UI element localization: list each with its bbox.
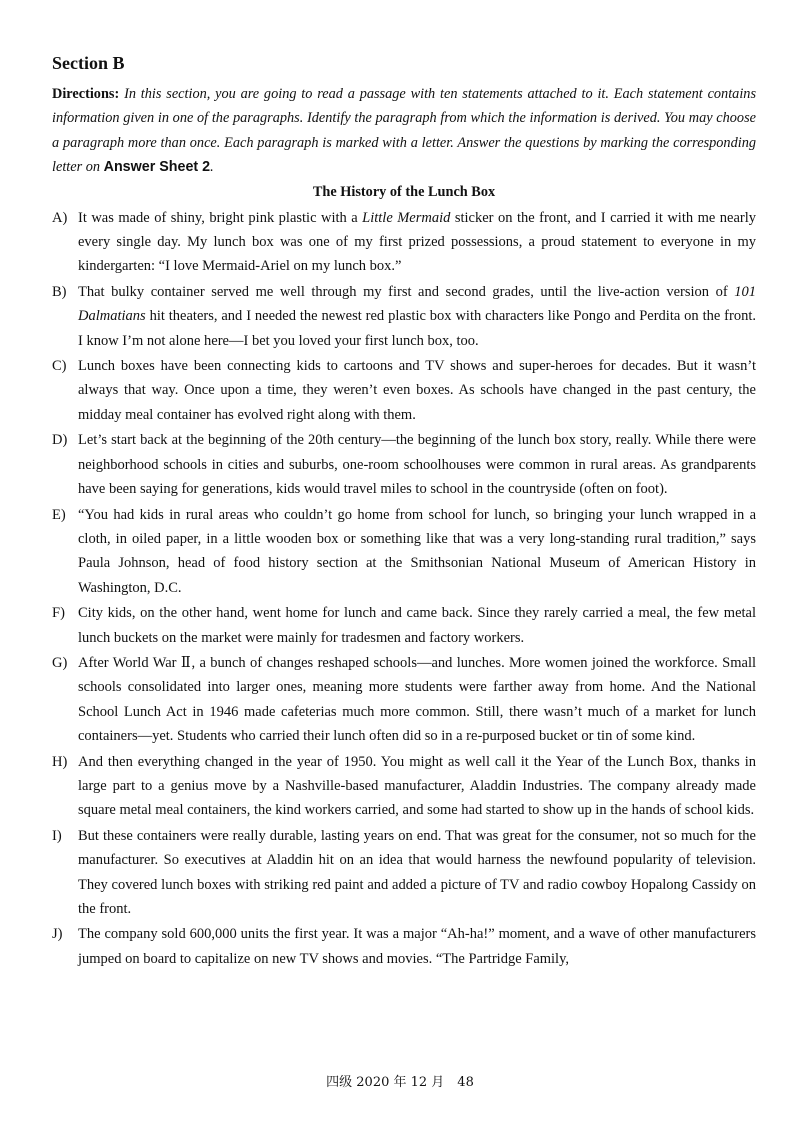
directions xyxy=(52,82,756,180)
directions-lead: Directions: xyxy=(52,86,120,102)
paragraph-letter: F) xyxy=(52,605,65,622)
paragraph-c xyxy=(52,354,756,427)
paragraph-text-cont: hit theaters, and I needed the newest red plastic box with characters like Pongo and Perdita on the front. I know I’m not alone here—I bet you loved your first lunch box, too. xyxy=(78,308,756,349)
answer-sheet-label: Answer Sheet 2 xyxy=(103,159,211,176)
paragraph-i xyxy=(52,824,756,922)
paragraph-h xyxy=(52,750,756,823)
paragraph-letter: J) xyxy=(52,926,63,943)
paragraph-text: After World War Ⅱ, a bunch of changes reshaped schools—and lunches. More women joined the workforce. Small schools consolidated into larger ones, meaning more students were farther away from home. And the National School Lunch Act in 1946 made cafeterias much more common. Still, there wasn’t much of a market for lunch containers—yet. Students who carried their lunch often did so in a re-purposed bucket or tin of some kind. xyxy=(78,654,756,745)
paragraph-title-italic: Little Mermaid xyxy=(362,209,451,226)
paragraph-letter: H) xyxy=(52,753,68,770)
page-footer: 四级 2020 年 12 月 48 xyxy=(326,1075,474,1090)
directions-end: . xyxy=(210,159,214,176)
paragraph-letter: E) xyxy=(52,506,66,523)
paragraph-text: Let’s start back at the beginning of the 20th century—the beginning of the lunch box story, really. While there were neighborhood schools in cities and suburbs, one-room schoolhouses were common in rural areas. As grandparents have been saying for generations, kids would travel miles to school in the countryside (often on foot). xyxy=(78,432,756,498)
paragraph-text: But these containers were really durable, lasting years on end. That was great for the consumer, not so much for the manufacturer. So executives at Aladdin hit on an idea that would harness the newfound popularity of television. They covered lunch boxes with striking red paint and added a picture of TV and radio cowboy Hopalong Cassidy on the front. xyxy=(78,827,756,917)
paragraph-text: The company sold 600,000 units the first year. It was a major “Ah-ha!” moment, and a wave of other manufacturers jumped on board to capitalize on new TV shows and movies. “The Partridge Family, xyxy=(78,926,756,967)
passage-title: The History of the Lunch Box xyxy=(312,183,496,200)
paragraph-text: That bulky container served me well through my first and second grades, until the live-action version of xyxy=(78,283,735,300)
paragraph-b xyxy=(52,280,756,353)
section-title: Section B xyxy=(52,53,125,73)
paragraph-d xyxy=(52,428,756,501)
paragraph-text: Lunch boxes have been connecting kids to cartoons and TV shows and super-heroes for decades. But it wasn’t always that way. Once upon a time, they weren’t even boxes. As schools have changed in the past century, the midday meal container has evolved right along with them. xyxy=(78,358,756,423)
paragraph-letter: A) xyxy=(52,209,68,226)
paragraph-letter: I) xyxy=(52,827,62,844)
paragraph-g xyxy=(52,651,756,749)
paragraph-a xyxy=(52,206,756,279)
paragraph-f xyxy=(52,601,756,650)
directions-body: In this section, you are going to read a passage with ten statements attached to it. Each statement contains information given in one of the paragraphs. Identify the paragraph from which the information is derived. You may choose a paragraph more than once. Each paragraph is marked with a letter. Answer the questions by marking the corresponding letter on xyxy=(52,86,757,176)
passage-paragraphs xyxy=(52,206,756,972)
paragraph-letter: D) xyxy=(52,432,68,449)
paragraph-text: And then everything changed in the year of 1950. You might as well call it the Year of the Lunch Box, thanks in large part to a genius move by a Nashville-based manufacturer, Aladdin Industries. The company already made square metal meal containers, the kind workers carried, and some had started to show up in the hands of school kids. xyxy=(78,753,756,819)
paragraph-letter: G) xyxy=(52,654,68,671)
paragraph-text-cont: sticker on the front, and I carried it with me nearly every single day. My lunch box was one of my first prized possessions, a proud statement to everyone in my kindergarten: “I love Mermaid-Ariel on my lunch box.” xyxy=(78,209,756,275)
paragraph-letter: C) xyxy=(52,358,67,375)
paragraph-letter: B) xyxy=(52,283,67,300)
paragraph-title-italic: 101 Dalmatians xyxy=(78,283,756,325)
paragraph-text: It was made of shiny, bright pink plastic with a xyxy=(78,209,363,226)
paragraph-j xyxy=(52,922,756,971)
paragraph-text: City kids, on the other hand, went home for lunch and came back. Since they rarely carried a meal, the few metal lunch buckets on the market were mainly for tradesmen and factory workers. xyxy=(78,605,756,646)
paragraph-e xyxy=(52,503,756,601)
paragraph-text: “You had kids in rural areas who couldn’t go home from school for lunch, so bringing your lunch wrapped in a cloth, in oiled paper, in a little wooden box or something like that was a very long-standing rural tradition,” says Paula Johnson, head of food history section at the Smithsonian National Museum of American History in Washington, D.C. xyxy=(78,506,756,596)
